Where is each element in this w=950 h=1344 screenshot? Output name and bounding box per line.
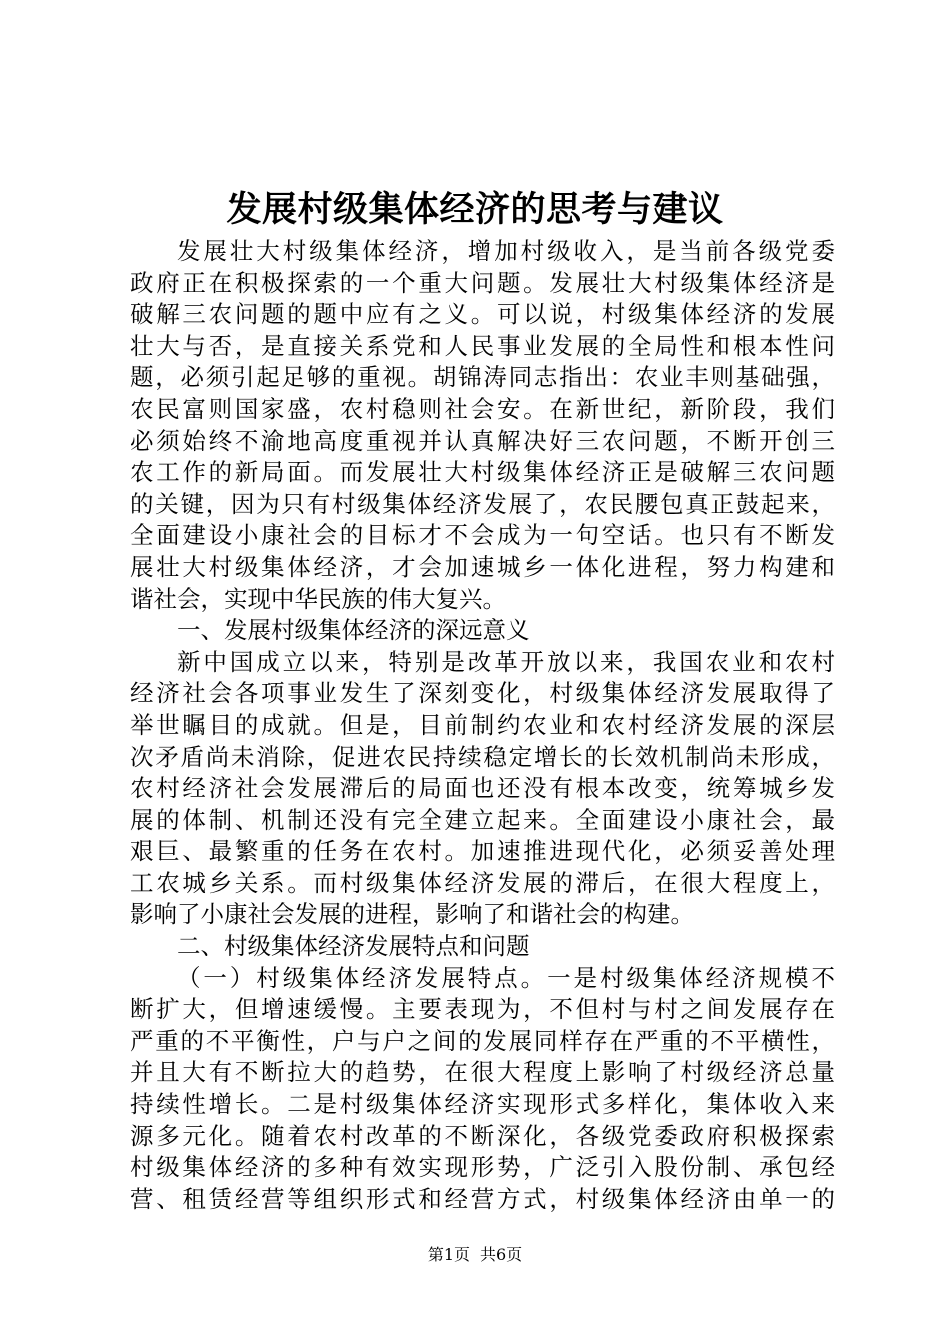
paragraph-line: 政府正在积极探索的一个重大问题。发展壮大村级集体经济是 <box>130 268 835 297</box>
paragraph-line: 村级集体经济的多种有效实现形势，广泛引入股份制、承包经 <box>130 1153 835 1182</box>
page-total: 共6页 <box>480 1245 523 1264</box>
paragraph-line: 农村经济社会发展滞后的局面也还没有根本改变，统筹城乡发 <box>130 774 835 803</box>
document-body <box>130 236 835 1215</box>
paragraph-line: 谐社会，实现中华民族的伟大复兴。 <box>130 584 506 613</box>
paragraph-line: 农工作的新局面。而发展壮大村级集体经济正是破解三农问题 <box>130 458 835 487</box>
paragraph-line: 并且大有不断拉大的趋势，在很大程度上影响了村级经济总量 <box>130 1058 835 1087</box>
section-heading: 二、村级集体经济发展特点和问题 <box>177 932 530 961</box>
paragraph-line: 影响了小康社会发展的进程，影响了和谐社会的构建。 <box>130 900 694 929</box>
paragraph-line: 举世瞩目的成就。但是，目前制约农业和农村经济发展的深层 <box>130 710 835 739</box>
paragraph-line: 壮大与否，是直接关系党和人民事业发展的全局性和根本性问 <box>130 331 835 360</box>
paragraph-line: 全面建设小康社会的目标才不会成为一句空话。也只有不断发 <box>130 521 835 550</box>
paragraph-line: （一）村级集体经济发展特点。一是村级集体经济规模不 <box>177 963 835 992</box>
paragraph-line: 营、租赁经营等组织形式和经营方式，村级集体经济由单一的 <box>130 1184 835 1213</box>
paragraph-line: 发展壮大村级集体经济，增加村级收入，是当前各级党委 <box>177 237 835 265</box>
paragraph-line: 展壮大村级集体经济，才会加速城乡一体化进程，努力构建和 <box>130 552 835 581</box>
paragraph-line: 农民富则国家盛，农村稳则社会安。在新世纪，新阶段，我们 <box>130 394 835 423</box>
paragraph-line: 断扩大，但增速缓慢。主要表现为，不但村与村之间发展存在 <box>130 995 835 1024</box>
paragraph-line: 次矛盾尚未消除，促进农民持续稳定增长的长效机制尚未形成， <box>130 742 835 771</box>
paragraph-line: 必须始终不渝地高度重视并认真解决好三农问题，不断开创三 <box>130 426 835 455</box>
paragraph-line: 新中国成立以来，特别是改革开放以来，我国农业和农村 <box>177 647 835 676</box>
paragraph-line: 工农城乡关系。而村级集体经济发展的滞后，在很大程度上， <box>130 868 835 897</box>
paragraph-line: 破解三农问题的题中应有之义。可以说，村级集体经济的发展 <box>130 300 835 329</box>
paragraph-line: 持续性增长。二是村级集体经济实现形式多样化，集体收入来 <box>130 1090 835 1119</box>
page-number: 第1页 <box>427 1245 470 1264</box>
paragraph-line: 展的体制、机制还没有完全建立起来。全面建设小康社会，最 <box>130 805 835 834</box>
paragraph-line: 经济社会各项事业发生了深刻变化，村级集体经济发展取得了 <box>130 679 835 708</box>
paragraph-line: 严重的不平衡性，户与户之间的发展同样存在严重的不平横性， <box>130 1026 835 1055</box>
section-heading: 一、发展村级集体经济的深远意义 <box>177 616 530 645</box>
document-title: 发展村级集体经济的思考与建议 <box>226 189 724 230</box>
paragraph-line: 艰巨、最繁重的任务在农村。加速推进现代化，必须妥善处理 <box>130 837 835 866</box>
paragraph-line: 的关键，因为只有村级集体经济发展了，农民腰包真正鼓起来， <box>130 489 835 518</box>
paragraph-line: 题，必须引起足够的重视。胡锦涛同志指出：农业丰则基础强， <box>130 363 835 392</box>
page-footer <box>0 1243 950 1267</box>
paragraph-line: 源多元化。随着农村改革的不断深化，各级党委政府积极探索 <box>130 1121 835 1150</box>
